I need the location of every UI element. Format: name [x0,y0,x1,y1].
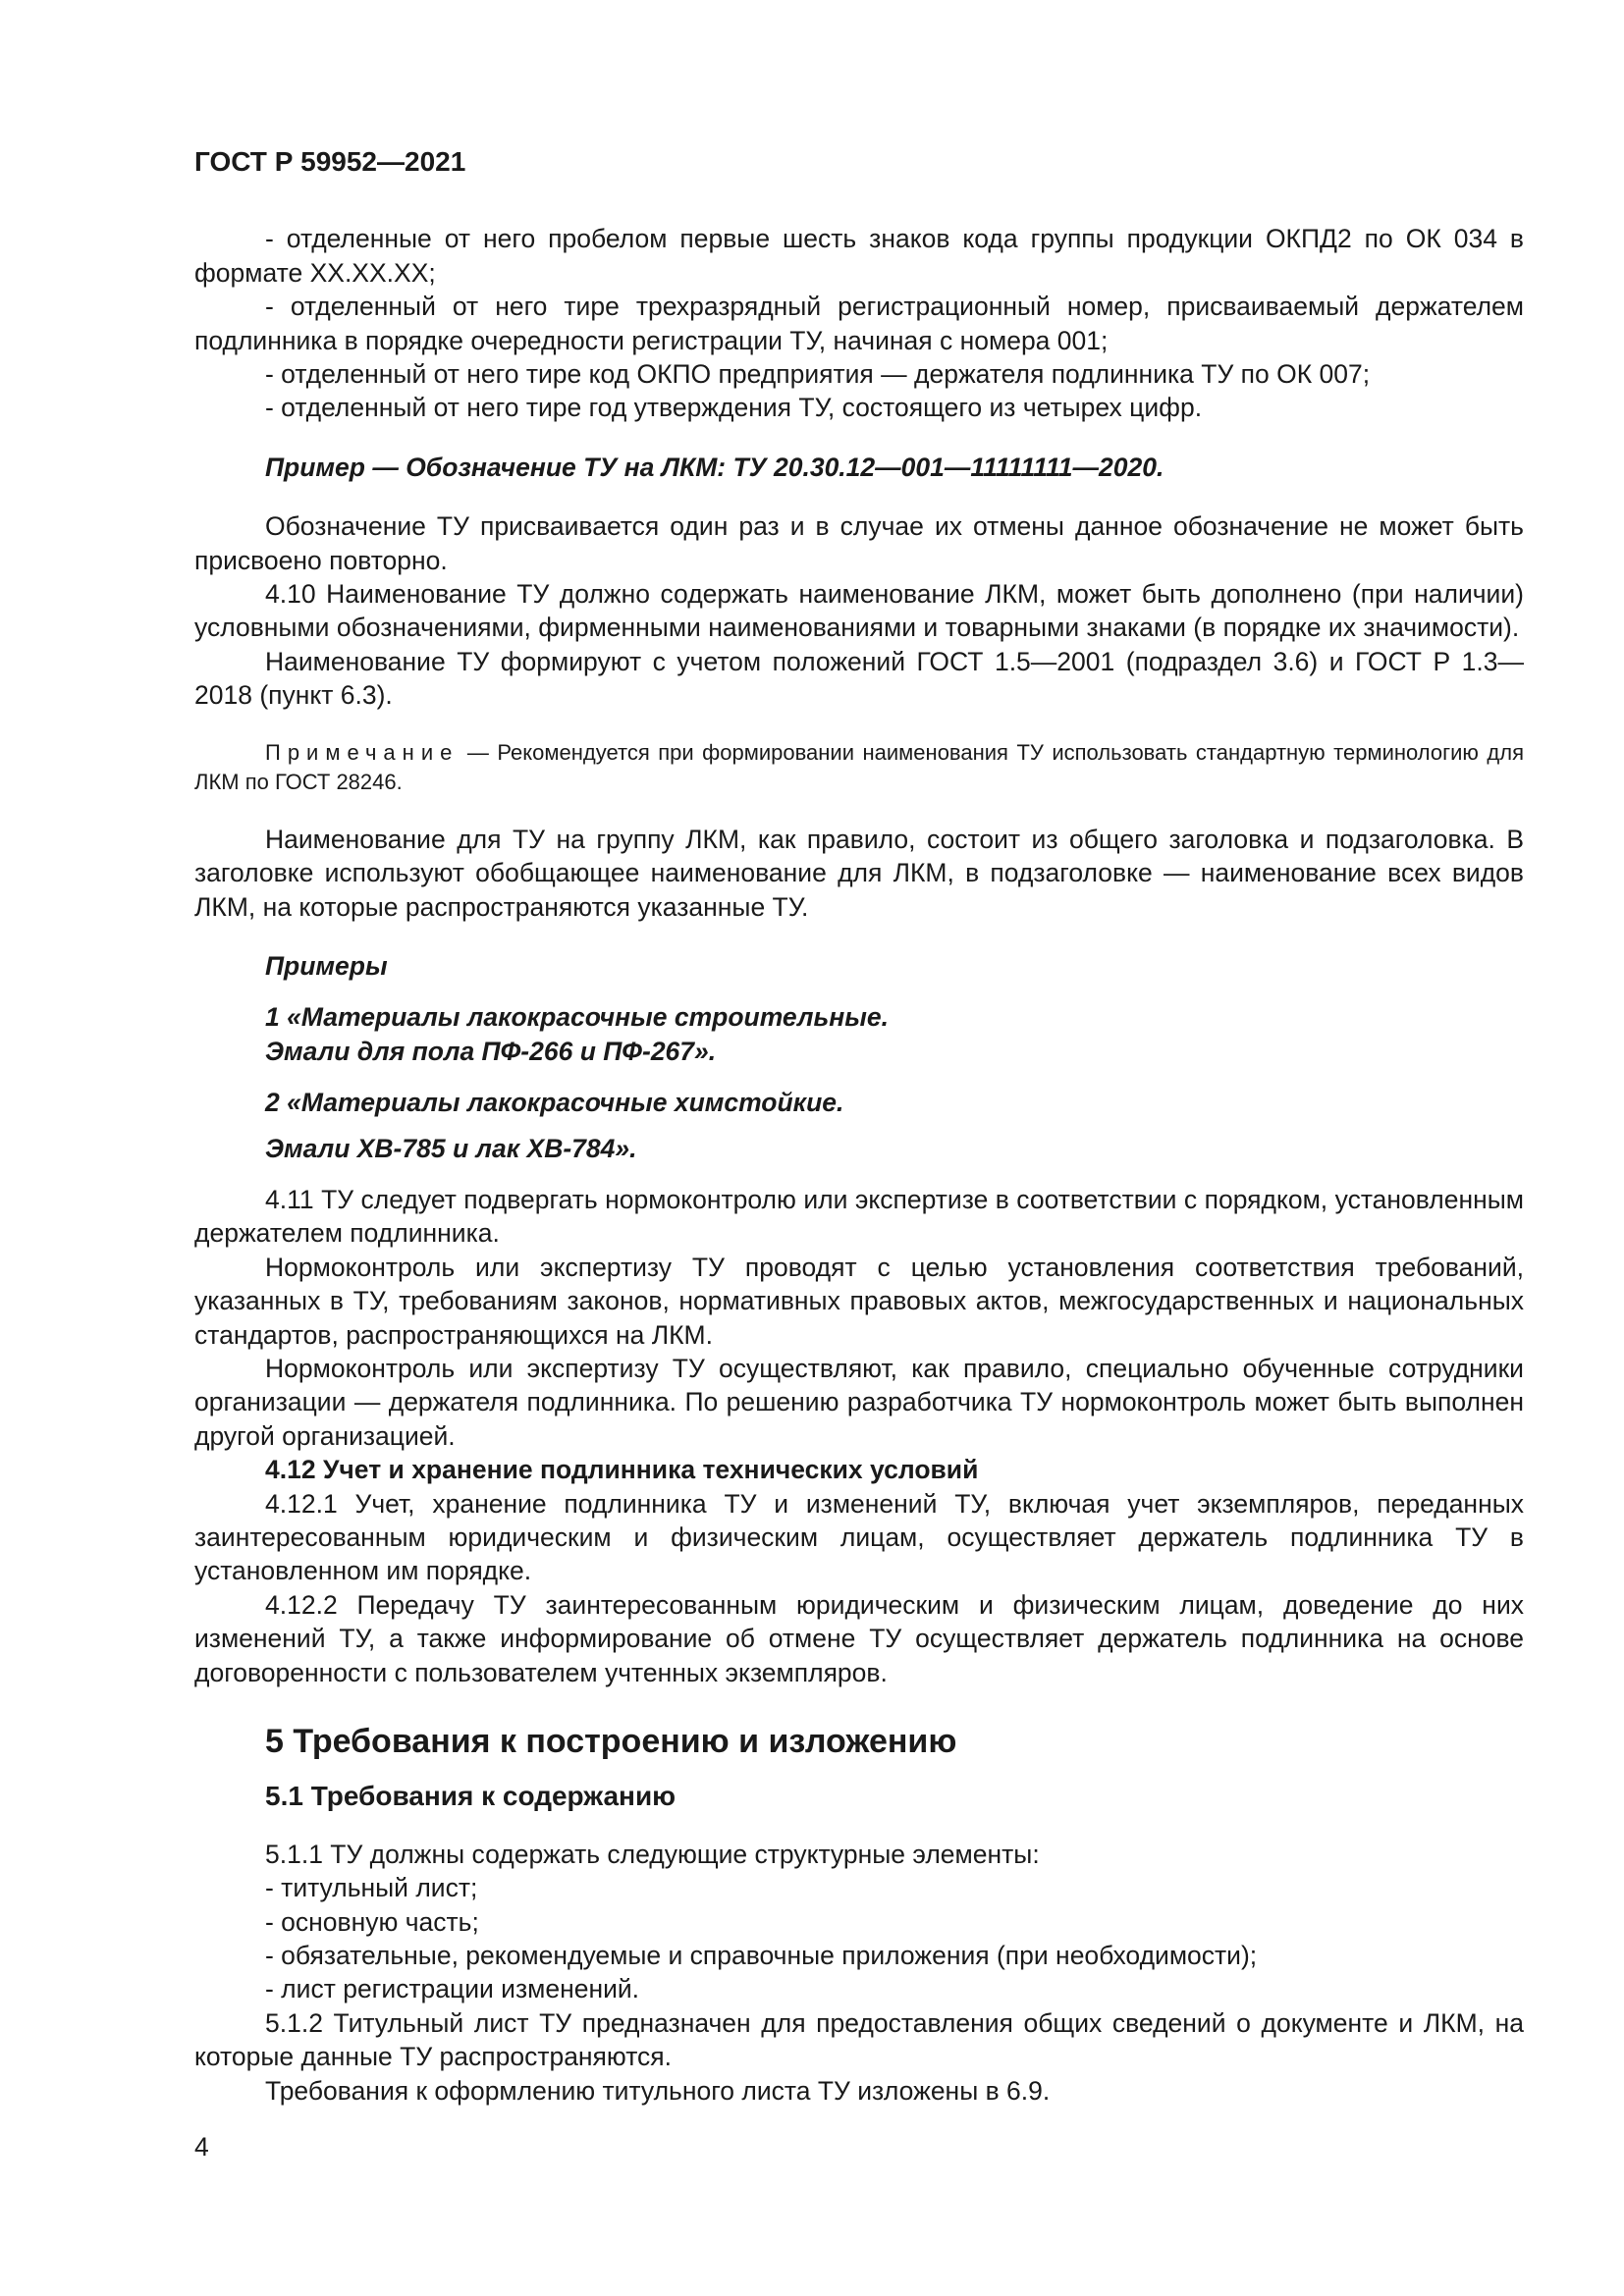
clause-5-1-1: 5.1.1 ТУ должны содержать следующие структурные элементы: [265,1839,1040,1869]
section-heading-5: 5 Требования к построению и изложению [265,1723,957,1761]
clause-4-12-2: 4.12.2 Передачу ТУ заинтересованным юридическим и физическим лицам, доведение до них изменений ТУ, а также информирование об отмене ТУ осуществляет держатель подлинника на основе договоренности с пользователем учтенных экземпляров. [194,1589,1524,1687]
list-item: - отделенный от него тире трехразрядный регистрационный номер, присваиваемый держателем подлинника в порядке очередности регистрации ТУ, начиная с номера 001; [194,292,1524,355]
clause-4-11: 4.11 ТУ следует подвергать нормоконтролю или экспертизе в соответствии с порядком, установленным держателем подлинника. [194,1184,1524,1249]
list-item: - отделенные от него пробелом первые шесть знаков кода группы продукции ОКПД2 по ОК 034 в формате ХХ.ХХ.ХХ; [194,224,1524,288]
paragraph: Наименование для ТУ на группу ЛКМ, как правило, состоит из общего заголовка и подзаголовка. В заголовке используют обобщающее наименование для ЛКМ, в подзаголовке — наименование всех видов ЛКМ, на которые распространяются указанные ТУ. [194,824,1524,922]
list-item: - основную часть; [265,1906,479,1937]
document-page [194,145,1524,2108]
note [194,738,1524,797]
paragraph: Наименование ТУ формируют с учетом положений ГОСТ 1.5—2001 (подраздел 3.6) и ГОСТ Р 1.3—2018 (пункт 6.3). [194,646,1524,711]
list-item: - титульный лист; [265,1873,478,1903]
clause-5-1-2: 5.1.2 Титульный лист ТУ предназначен для предоставления общих сведений о документе и ЛКМ, на которые данные ТУ распространяются. [194,2007,1524,2072]
document-id: ГОСТ Р 59952—2021 [194,146,466,177]
list-item: - обязательные, рекомендуемые и справочные приложения (при необходимости); [265,1941,1258,1971]
example-1-line-1: 1 «Материалы лакокрасочные строительные. [265,1002,889,1033]
paragraph: Нормоконтроль или экспертизу ТУ проводят с целью установления соответствия требований, указанных в ТУ, требованиям законов, нормативных правовых актов, межгосударственных и национальных стандартов, распространяющихся на ЛКМ. [194,1252,1524,1350]
note-text: — Рекомендуется при формировании наименования ТУ использовать стандартную терминологию для ЛКМ по ГОСТ 28246. [194,739,1524,794]
example-1-line-2: Эмали для пола ПФ-266 и ПФ-267». [265,1036,717,1066]
examples-title: Примеры [265,950,388,981]
page-number: 4 [194,2132,209,2162]
list-item: - лист регистрации изменений. [265,1974,640,2004]
example-2-line-1: 2 «Материалы лакокрасочные химстойкие. [265,1088,844,1118]
paragraph: Обозначение ТУ присваивается один раз и в случае их отмены данное обозначение не может быть присвоено повторно. [194,511,1524,575]
note-label: Примечание [265,739,460,765]
list-item: - отделенный от него тире код ОКПО предприятия — держателя подлинника ТУ по ОК 007; [265,359,1371,390]
subsection-heading-5-1: 5.1 Требования к содержанию [265,1781,677,1812]
example-designation: Пример — Обозначение ТУ на ЛКМ: ТУ 20.30.12—001—11111111—2020. [265,452,1164,482]
paragraph: Нормоконтроль или экспертизу ТУ осуществляют, как правило, специально обученные сотрудники организации — держателя подлинника. По решению разработчика ТУ нормоконтроль может быть выполнен другой организацией. [194,1353,1524,1451]
clause-4-12-1: 4.12.1 Учет, хранение подлинника ТУ и изменений ТУ, включая учет экземпляров, переданных заинтересованным юридическим и физическим лицам, осуществляет держатель подлинника ТУ в установленном им порядке. [194,1488,1524,1586]
list-item: - отделенный от него тире год утверждения ТУ, состоящего из четырех цифр. [265,393,1203,423]
paragraph: Требования к оформлению титульного листа ТУ изложены в 6.9. [265,2075,1051,2106]
example-2-line-2: Эмали ХВ-785 и лак ХВ-784». [265,1133,637,1163]
subsection-heading-4-12: 4.12 Учет и хранение подлинника технических условий [265,1455,979,1485]
clause-4-10: 4.10 Наименование ТУ должно содержать наименование ЛКМ, может быть дополнено (при наличии) условными обозначениями, фирменными наименованиями и товарными знаками (в порядке их значимости). [194,579,1524,643]
